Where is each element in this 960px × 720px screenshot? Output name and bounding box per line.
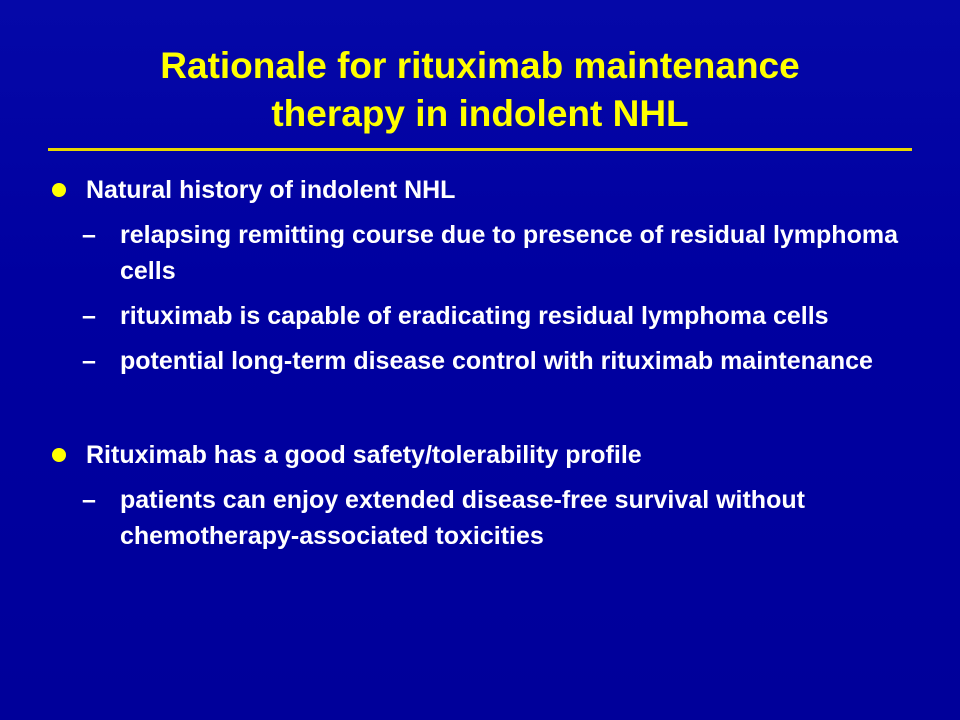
sub-bullet-relapsing	[52, 217, 912, 289]
dash-marker: –	[82, 347, 96, 375]
sub-bullet-text: patients can enjoy extended disease-free survival without chemotherapy-associated toxicities	[120, 486, 805, 550]
dash-marker: –	[82, 302, 96, 330]
bullet-text: Natural history of indolent NHL	[86, 176, 456, 204]
bullet-text: Rituximab has a good safety/tolerability profile	[86, 441, 642, 469]
title-divider	[48, 148, 912, 151]
bullet-dot-icon	[52, 183, 66, 197]
dash-marker: –	[82, 486, 96, 514]
sub-bullet-text: rituximab is capable of eradicating residual lymphoma cells	[120, 302, 829, 330]
bullet-natural-history	[52, 172, 912, 208]
bullet-safety-profile	[52, 437, 912, 473]
sub-bullet-long-term-control	[52, 343, 912, 379]
sub-bullet-text: relapsing remitting course due to presence of residual lymphoma cells	[120, 221, 898, 285]
sub-bullet-text: potential long-term disease control with rituximab maintenance	[120, 347, 873, 375]
dash-marker: –	[82, 221, 96, 249]
title-line-1: Rationale for rituximab maintenance	[160, 45, 800, 86]
bullet-dot-icon	[52, 448, 66, 462]
slide-title	[60, 42, 900, 138]
sub-bullet-disease-free-survival	[52, 482, 912, 554]
slide-body	[52, 172, 912, 554]
title-line-2: therapy in indolent NHL	[271, 93, 689, 134]
sub-bullet-eradicating	[52, 298, 912, 334]
